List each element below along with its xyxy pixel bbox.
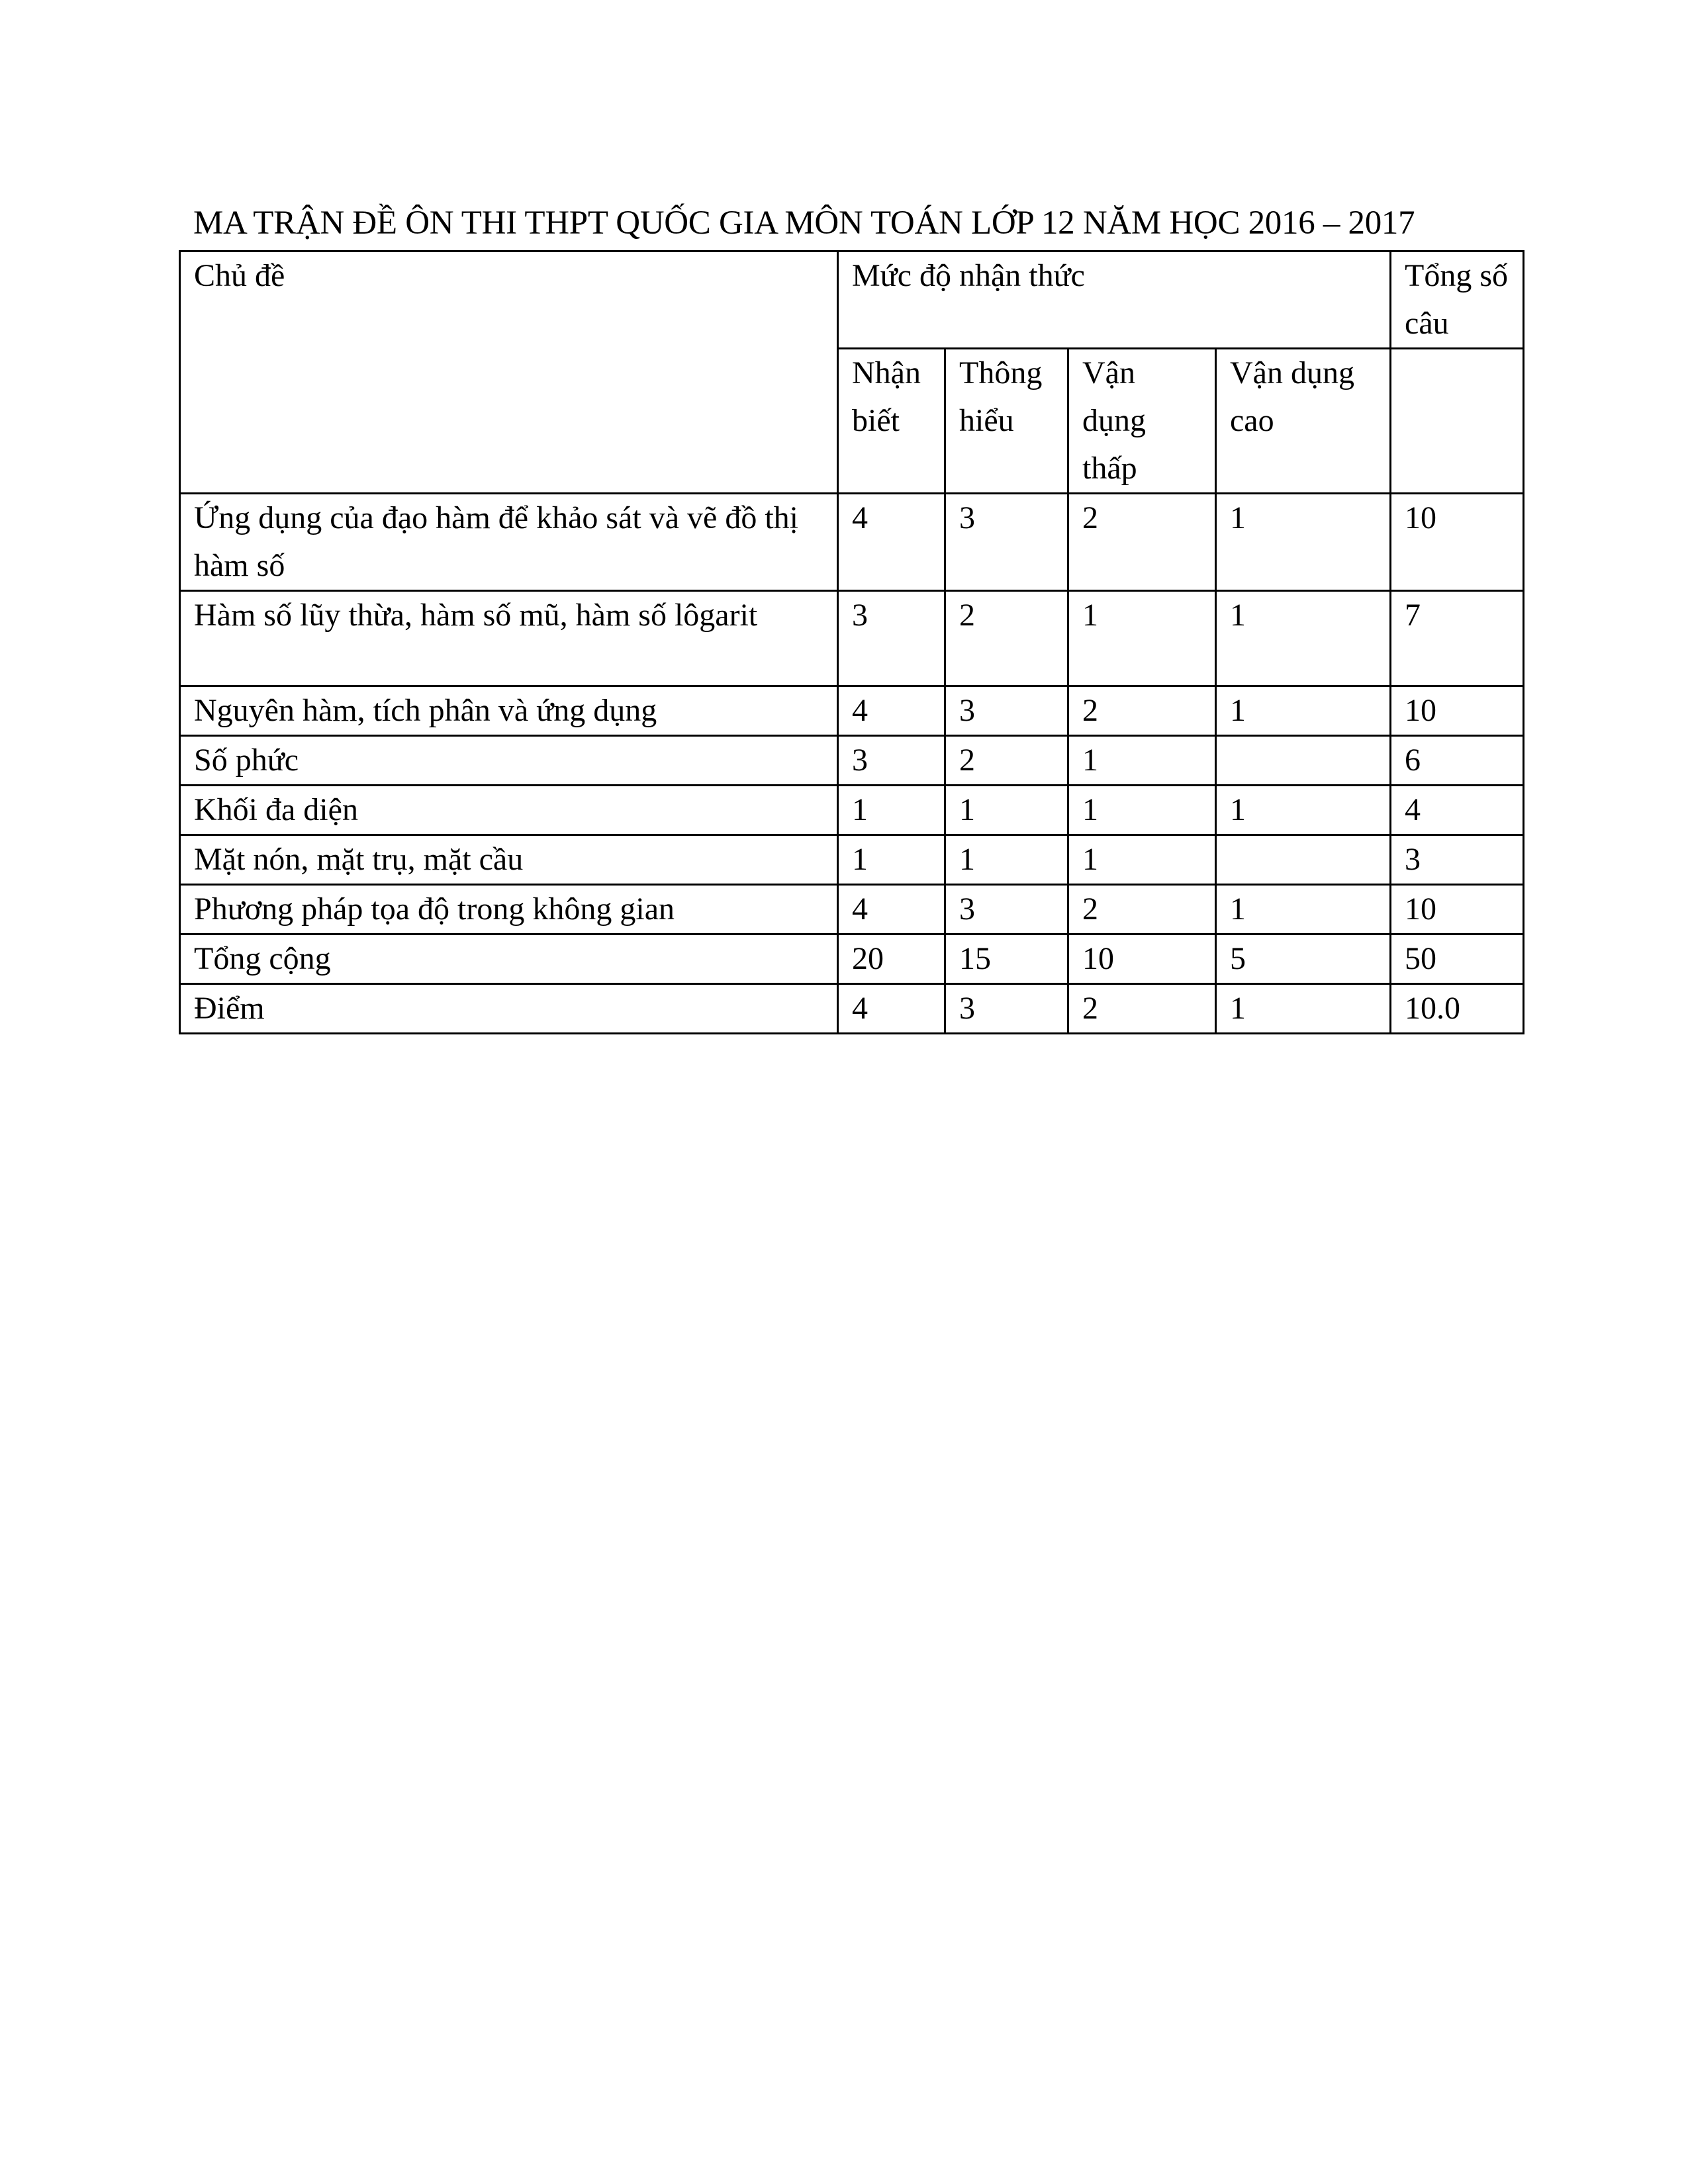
cell-thong-hieu: 3 — [945, 885, 1068, 934]
table-row-total — [180, 934, 1524, 984]
cell-nhan-biet: 20 — [838, 934, 945, 984]
exam-matrix-table — [179, 250, 1524, 1034]
cell-van-dung-thap: 1 — [1068, 591, 1216, 686]
document-title: MA TRẬN ĐỀ ÔN THI THPT QUỐC GIA MÔN TOÁN LỚP 12 NĂM HỌC 2016 – 2017 — [193, 205, 1415, 242]
cell-thong-hieu: 2 — [945, 591, 1068, 686]
header-total: Tổng số câu — [1391, 251, 1524, 349]
cell-van-dung-thap: 2 — [1068, 494, 1216, 591]
cell-van-dung-cao: 1 — [1216, 984, 1391, 1034]
cell-van-dung-cao: 1 — [1216, 686, 1391, 736]
cell-van-dung-cao — [1216, 835, 1391, 885]
header-row — [180, 251, 1524, 349]
row-topic: Nguyên hàm, tích phân và ứng dụng — [180, 686, 838, 736]
row-topic: Tổng cộng — [180, 934, 838, 984]
cell-nhan-biet: 3 — [838, 736, 945, 786]
row-topic: Ứng dụng của đạo hàm để khảo sát và vẽ đồ thị hàm số — [180, 494, 838, 591]
row-topic: Hàm số lũy thừa, hàm số mũ, hàm số lôgarit — [180, 591, 838, 686]
table-row — [180, 885, 1524, 934]
cell-van-dung-cao: 1 — [1216, 885, 1391, 934]
row-topic: Mặt nón, mặt trụ, mặt cầu — [180, 835, 838, 885]
table-row — [180, 835, 1524, 885]
cell-thong-hieu: 3 — [945, 494, 1068, 591]
cell-van-dung-cao: 1 — [1216, 591, 1391, 686]
cell-total: 50 — [1391, 934, 1524, 984]
header-level-nhan-biet: Nhận biết — [838, 349, 945, 494]
header-level-thong-hieu: Thông hiểu — [945, 349, 1068, 494]
cell-total: 10 — [1391, 494, 1524, 591]
table-row — [180, 494, 1524, 591]
row-topic: Khối đa diện — [180, 786, 838, 835]
cell-nhan-biet: 1 — [838, 835, 945, 885]
cell-nhan-biet: 3 — [838, 591, 945, 686]
cell-thong-hieu: 1 — [945, 835, 1068, 885]
cell-van-dung-thap: 10 — [1068, 934, 1216, 984]
cell-van-dung-thap: 2 — [1068, 984, 1216, 1034]
cell-van-dung-cao: 5 — [1216, 934, 1391, 984]
cell-thong-hieu: 3 — [945, 984, 1068, 1034]
cell-nhan-biet: 1 — [838, 786, 945, 835]
cell-total: 10 — [1391, 885, 1524, 934]
row-topic: Điểm — [180, 984, 838, 1034]
table-row — [180, 736, 1524, 786]
cell-thong-hieu: 3 — [945, 686, 1068, 736]
cell-van-dung-thap: 1 — [1068, 786, 1216, 835]
cell-van-dung-thap: 2 — [1068, 686, 1216, 736]
table-row — [180, 686, 1524, 736]
cell-total: 6 — [1391, 736, 1524, 786]
cell-thong-hieu: 1 — [945, 786, 1068, 835]
cell-nhan-biet: 4 — [838, 885, 945, 934]
header-level-van-dung-cao: Vận dụng cao — [1216, 349, 1391, 494]
cell-van-dung-thap: 1 — [1068, 835, 1216, 885]
cell-total: 3 — [1391, 835, 1524, 885]
cell-nhan-biet: 4 — [838, 494, 945, 591]
cell-total: 10 — [1391, 686, 1524, 736]
table-row-score — [180, 984, 1524, 1034]
row-topic: Phương pháp tọa độ trong không gian — [180, 885, 838, 934]
cell-van-dung-thap: 2 — [1068, 885, 1216, 934]
header-level-group: Mức độ nhận thức — [838, 251, 1391, 349]
table-row — [180, 786, 1524, 835]
table-row — [180, 591, 1524, 686]
cell-total: 4 — [1391, 786, 1524, 835]
cell-total: 10.0 — [1391, 984, 1524, 1034]
cell-nhan-biet: 4 — [838, 686, 945, 736]
cell-van-dung-thap: 1 — [1068, 736, 1216, 786]
cell-van-dung-cao — [1216, 736, 1391, 786]
cell-nhan-biet: 4 — [838, 984, 945, 1034]
cell-thong-hieu: 15 — [945, 934, 1068, 984]
header-topic: Chủ đề — [180, 251, 838, 494]
header-level-van-dung-thap: Vận dụng thấp — [1068, 349, 1216, 494]
header-total-empty — [1391, 349, 1524, 494]
cell-total: 7 — [1391, 591, 1524, 686]
cell-thong-hieu: 2 — [945, 736, 1068, 786]
row-topic: Số phức — [180, 736, 838, 786]
cell-van-dung-cao: 1 — [1216, 494, 1391, 591]
cell-van-dung-cao: 1 — [1216, 786, 1391, 835]
